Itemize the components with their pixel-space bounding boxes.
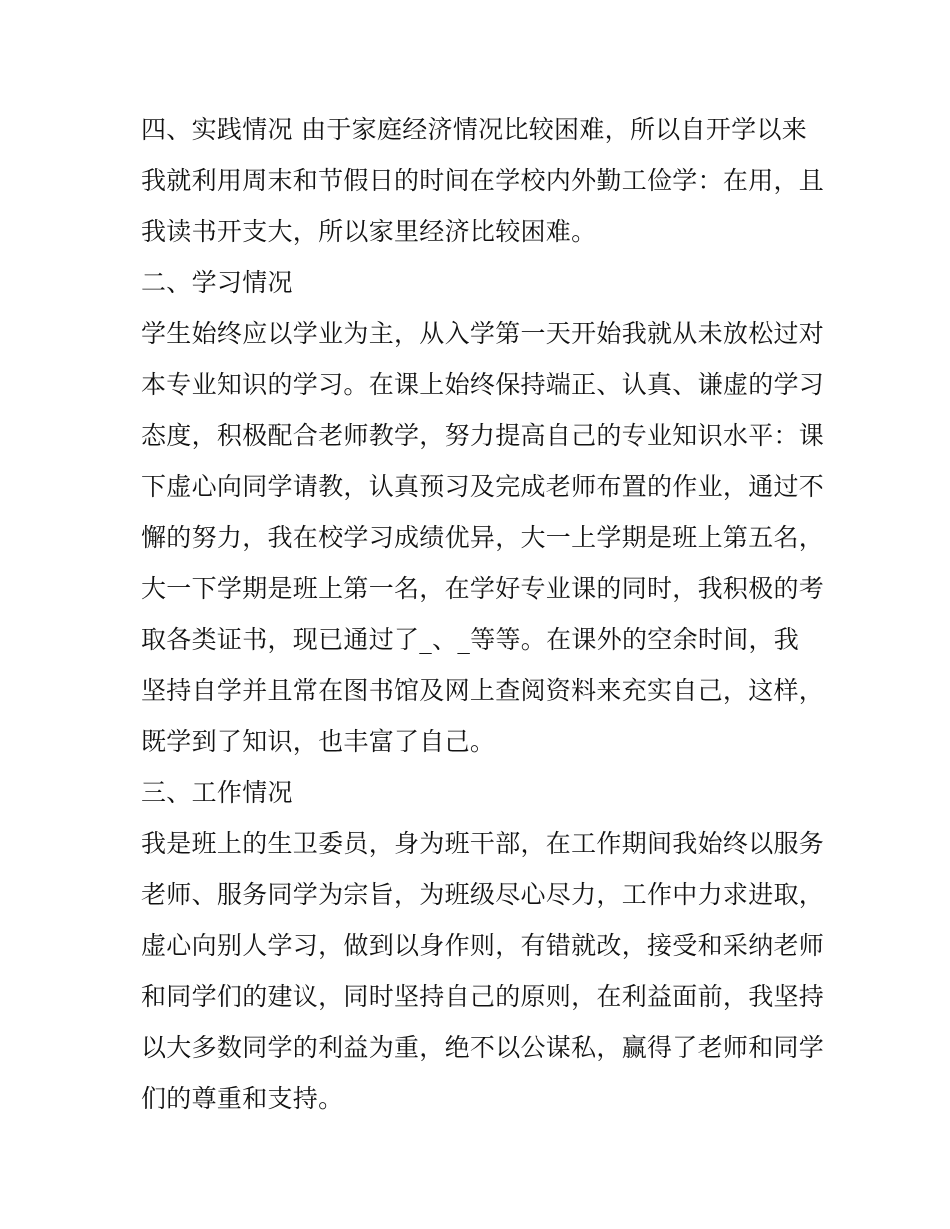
text-line: 和同学们的建议，同时坚持自己的原则，在利益面前，我坚持 — [141, 982, 825, 1011]
text-line: 坚持自学并且常在图书馆及网上查阅资料来充实自己，这样， — [141, 676, 825, 705]
text-line: 四、实践情况 由于家庭经济情况比较困难，所以自开学以来 — [141, 115, 808, 144]
text-line: 态度，积极配合老师教学，努力提高自己的专业知识水平：课 — [141, 421, 825, 450]
text-line: 下虚心向同学请教，认真预习及完成老师布置的作业，通过不 — [141, 472, 825, 501]
text-line: 以大多数同学的利益为重，绝不以公谋私，赢得了老师和同学 — [141, 1033, 825, 1062]
text-line: 学生始终应以学业为主，从入学第一天开始我就从未放松过对 — [141, 319, 825, 348]
text-line: 老师、服务同学为宗旨，为班级尽心尽力，工作中力求进取， — [141, 880, 825, 909]
text-line: 懈的努力，我在校学习成绩优异，大一上学期是班上第五名， — [141, 523, 825, 552]
text-line: 们的尊重和支持。 — [141, 1084, 344, 1113]
section-heading: 二、学习情况 — [141, 268, 293, 297]
text-line: 我就利用周末和节假日的时间在学校内外勤工俭学：在用，且 — [141, 166, 825, 195]
section-heading: 三、工作情况 — [141, 778, 293, 807]
text-line: 虚心向别人学习，做到以身作则，有错就改，接受和采纳老师 — [141, 931, 825, 960]
text-line: 我是班上的生卫委员，身为班干部，在工作期间我始终以服务 — [141, 829, 825, 858]
text-line: 取各类证书，现已通过了_、_等等。在课外的空余时间，我 — [141, 625, 800, 654]
text-line: 既学到了知识，也丰富了自己。 — [141, 727, 496, 756]
text-line: 大一下学期是班上第一名，在学好专业课的同时，我积极的考 — [141, 574, 825, 603]
text-line: 我读书开支大，所以家里经济比较困难。 — [141, 217, 597, 246]
text-line: 本专业知识的学习。在课上始终保持端正、认真、谦虚的学习 — [141, 370, 825, 399]
